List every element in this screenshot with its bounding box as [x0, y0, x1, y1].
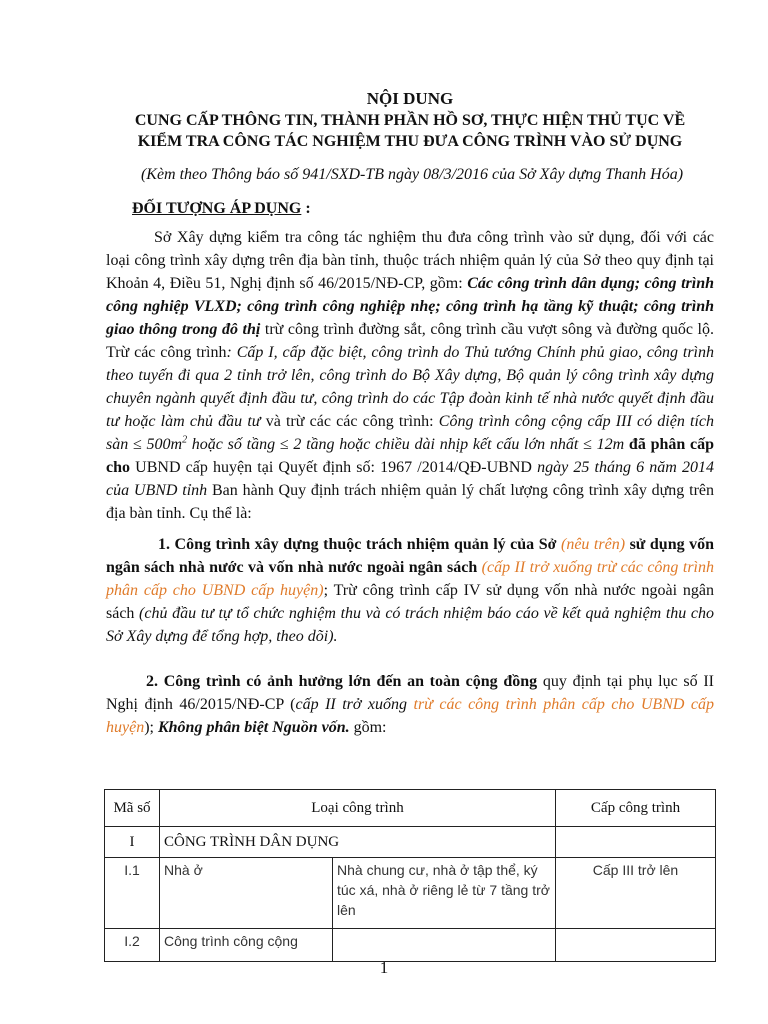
item-1-text-5: ; Trừ công trình cấp IV sử dụng vốn nhà nước ngoài ngân sách	[106, 582, 714, 622]
item-2-text-6: Không phân biệt Nguồn vốn.	[157, 719, 350, 736]
group-name: CÔNG TRÌNH DÂN DỤNG	[160, 827, 556, 858]
table-header-code: Mã số	[105, 790, 160, 827]
table-header-level: Cấp công trình	[556, 790, 716, 827]
item-2-text-2: quy định tại phụ lục số II Nghị định 46/2015/NĐ-CP (	[106, 673, 714, 713]
item-1-text-3: sử dụng vốn ngân sách nhà nước và vốn nhà nước ngoài ngân sách	[106, 536, 715, 576]
row-name: Nhà ở	[160, 858, 333, 929]
table-row	[105, 827, 716, 858]
intro-text-4: : Cấp I, cấp đặc biệt, công trình do Thủ tướng Chính phủ giao, công trình theo tuyến đi qua 2 tỉnh trở lên, công trình do Bộ Xây dựng, Bộ quản lý công trình xây dựng chuyên ngành quyết định đầu tư, công trình do các Tập đoàn kinh tế nhà nước quyết định đầu tư hoặc làm chủ đầu tư	[106, 344, 714, 430]
item-1-text-4: (cấp II trở xuống trừ các công trình phân cấp cho UBND cấp huyện)	[106, 559, 714, 599]
group-level	[556, 827, 716, 858]
intro-superscript: 2	[182, 434, 188, 446]
table-header-row	[105, 790, 716, 827]
intro-text-7: hoặc số tầng ≤ 2 tầng hoặc chiều dài nhịp kết cấu lớn nhất ≤ 12m	[187, 436, 625, 453]
section-title-suffix: :	[301, 200, 311, 217]
document-heading-line-2: KIỂM TRA CÔNG TÁC NGHIỆM THU ĐƯA CÔNG TRÌNH VÀO SỬ DỤNG	[137, 133, 683, 150]
item-1-text-2: (nêu trên)	[556, 536, 630, 553]
item-2-paragraph	[106, 670, 714, 739]
intro-text-2: Các công trình dân dụng; công trình công nghiệp VLXD; công trình công nghiệp nhẹ; công trình hạ tầng kỹ thuật; công trình giao thông trong đô thị	[106, 275, 714, 338]
item-2-text-7: gồm:	[349, 719, 387, 736]
intro-text-1: Sở Xây dựng kiểm tra công tác nghiệm thu đưa công trình vào sử dụng, đối với các loại công trình xây dựng trên địa bàn tỉnh, thuộc trách nhiệm quản lý của Sở theo quy định tại Khoản 4, Điều 51, Nghị định số 46/2015/NĐ-CP, gồm:	[106, 229, 714, 292]
section-title	[106, 198, 714, 220]
table-header-type: Loại công trình	[160, 790, 556, 827]
table-row	[105, 929, 716, 962]
group-code: I	[105, 827, 160, 858]
row-name: Công trình công cộng	[160, 929, 333, 962]
intro-text-6: Công trình công cộng cấp III có diện tích sàn ≤ 500m	[106, 413, 715, 453]
item-1-paragraph	[106, 533, 714, 648]
row-description: Nhà chung cư, nhà ở tập thể, ký túc xá, nhà ở riêng lẻ từ 7 tầng trở lên	[333, 858, 556, 929]
intro-text-5: và trừ các các công trình:	[260, 413, 439, 430]
item-1-text-6: (chủ đầu tư tự tổ chức nghiệm thu và có trách nhiệm báo cáo về kết quả nghiệm thu cho Sở Xây dựng để tổng hợp, theo dõi).	[106, 605, 714, 645]
row-code: I.2	[105, 929, 160, 962]
intro-text-3: trừ công trình đường sắt, công trình cầu vượt sông và đường quốc lộ. Trừ các công trình	[106, 321, 715, 361]
row-level: Cấp III trở lên	[556, 858, 716, 929]
intro-paragraph	[106, 226, 714, 525]
section-title-text: ĐỐI TƯỢNG ÁP DỤNG	[132, 200, 302, 217]
item-2-text-1: 2. Công trình có ảnh hưởng lớn đến an toàn cộng đồng	[146, 673, 538, 690]
intro-text-11: Ban hành Quy định trách nhiệm quản lý chất lượng công trình xây dựng trên địa bàn tỉnh. Cụ thể là:	[106, 482, 715, 522]
table-row	[105, 858, 716, 929]
construction-types-table	[104, 789, 716, 962]
document-heading-line-1: CUNG CẤP THÔNG TIN, THÀNH PHẦN HỒ SƠ, THỰC HIỆN THỦ TỤC VỀ	[134, 112, 686, 129]
page-number: 1	[379, 958, 389, 977]
row-level	[556, 929, 716, 962]
item-1-text-1: 1. Công trình xây dựng thuộc trách nhiệm quản lý của Sở	[158, 536, 557, 553]
intro-text-9: UBND cấp huyện tại Quyết định số: 1967 /2014/QĐ-UBND	[130, 459, 538, 476]
item-2-text-4: trừ các công trình phân cấp cho UBND cấp huyện	[106, 696, 715, 736]
document-page	[106, 88, 714, 739]
row-description	[333, 929, 556, 962]
document-title: NỘI DUNG	[366, 89, 454, 108]
intro-text-8: đã phân cấp cho	[106, 436, 715, 476]
item-2-text-3: cấp II trở xuống	[295, 696, 408, 713]
row-code: I.1	[105, 858, 160, 929]
document-subtitle: (Kèm theo Thông báo số 941/SXD-TB ngày 08/3/2016 của Sở Xây dựng Thanh Hóa)	[140, 166, 684, 183]
item-2-text-5: );	[144, 719, 158, 736]
intro-text-10: ngày 25 tháng 6 năm 2014 của UBND tỉnh	[106, 459, 715, 499]
